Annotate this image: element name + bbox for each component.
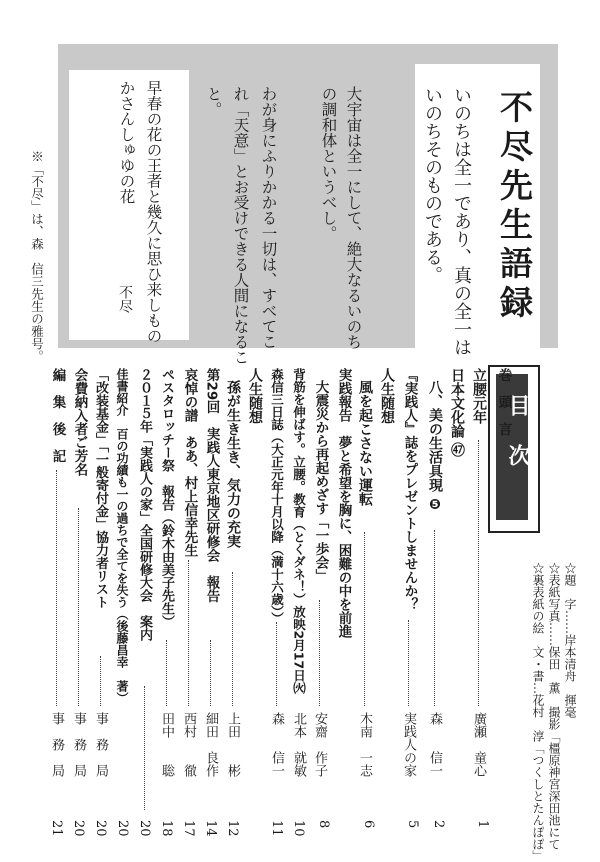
toc-entry-page: 20 — [71, 820, 86, 837]
leader-dots — [210, 640, 211, 706]
toc-entry-page: 2 — [431, 820, 446, 829]
toc-entry-title[interactable]: 「改装基金」「一般寄付金」協力者リスト — [93, 368, 108, 609]
toc-entry-title[interactable]: 八、美の生活具現 ❺ — [427, 380, 443, 513]
toc-entry-author: 森 信一 — [269, 712, 284, 777]
toc-entry-title[interactable]: 人生随想 — [379, 368, 395, 424]
toc-entry-title[interactable]: 立腰元年 — [471, 368, 487, 424]
footnote: ※「不尽」は、森 信三先生の雅号。 — [29, 150, 45, 363]
banner-quote-3c: と。 — [204, 86, 223, 117]
toc-entry-author: 北本 就敏 — [291, 712, 306, 777]
leader-dots — [188, 560, 189, 706]
toc-entry-title[interactable]: 風を起こさない運転 — [357, 380, 373, 506]
leader-dots — [166, 640, 167, 706]
toc-entry-page: 8 — [316, 820, 331, 829]
poem-line-2: かさんしゅゆの花 — [117, 80, 136, 204]
toc-entry-title[interactable]: 人生随想 — [247, 368, 263, 424]
leader-dots — [144, 686, 145, 810]
toc-entry-author: 廣瀬 童心 — [471, 712, 486, 777]
credit-back-cover: ☆裏表紙の絵 文・書…花村 淳「つくしとたんぽぽ」 — [531, 562, 545, 862]
toc-entry-author: 細田 良作 — [203, 712, 218, 777]
toc-entry-author: 森 信一 — [427, 712, 442, 777]
toc-entry-page: 20 — [137, 820, 152, 837]
toc-entry-author: 事 務 局 — [49, 712, 64, 777]
toc-entry-title[interactable]: 大震災から再起めざす「一歩会」 — [312, 380, 329, 583]
toc-entry-page: 17 — [181, 820, 196, 837]
toc-entry-author: 事 務 局 — [93, 712, 108, 777]
toc-entry-page: 10 — [291, 820, 306, 837]
toc-entry-title[interactable]: 哀悼の譜 ああ、村上信幸先生 — [181, 368, 198, 557]
leader-dots — [478, 440, 479, 706]
poem-line-1: 早春の花の王者と幾久に思ひ来しもの — [144, 80, 163, 344]
toc-entry-title[interactable]: 『実践人』誌をプレゼントしませんか？ — [401, 368, 418, 611]
toc-entry-title[interactable]: 森信三日誌（大正元年十月以降（満十六歳）） — [269, 368, 285, 625]
toc-entry-author: 事 務 局 — [71, 712, 86, 777]
toc-entry-title[interactable]: 佳書紹介 百の功績も一の過ちで全てを失う（後藤昌幸 著） — [115, 368, 129, 704]
toc-entry-title[interactable]: 実践報告 夢と希望を胸に、困難の中を前進 — [335, 368, 352, 638]
poem-author: 不尽 — [117, 285, 133, 313]
toc-entry-page: 11 — [269, 820, 284, 837]
toc-entry-title[interactable]: 背筋を伸ばす。立腰。教育（とくダネ！）放映2月17日㈫ — [291, 368, 307, 695]
toc-entry-title[interactable]: 孫が生き生き、気力の充実 — [225, 380, 241, 548]
banner-quote-3a: わが身にふりかかる一切は、すべてこ — [259, 86, 278, 350]
toc-entry-author: 西村 徹 — [181, 712, 196, 777]
leader-dots — [78, 508, 79, 706]
toc-entry-page: 14 — [203, 820, 218, 837]
credit-cover-photo: ☆表紙写真……保田 薫 撮影「橿原神宮深田池にて — [547, 562, 561, 850]
toc-entry-title[interactable]: ペスタロッチー祭 報告（鈴木由美子先生） — [159, 368, 174, 628]
leader-dots — [276, 622, 277, 706]
banner-title: 不尽先生語録 — [495, 90, 534, 324]
toc-entry-page: 21 — [49, 820, 64, 837]
toc-entry-page: 18 — [159, 820, 174, 837]
leader-dots — [319, 600, 320, 706]
toc-entry-page: 20 — [115, 820, 130, 837]
leader-dots — [232, 572, 233, 706]
toc-entry-title[interactable]: 編 集 後 記 — [49, 368, 66, 463]
leader-dots — [100, 656, 101, 706]
toc-entry-title[interactable]: 会費納入者ご芳名 — [71, 368, 88, 476]
toc-entry-title[interactable]: ２０１５年「実践人の家」全国研修大会 案内 — [137, 368, 152, 641]
toc-heading: 目次 — [505, 394, 530, 494]
leader-dots — [364, 532, 365, 706]
toc-entry-page: 6 — [361, 820, 376, 829]
toc-entry-page: 20 — [93, 820, 108, 837]
toc-entry-title[interactable]: 日本文化論 ㊼ — [449, 368, 465, 457]
toc-entry-author: 田中 聡 — [159, 712, 174, 777]
toc-entry-page: 5 — [405, 820, 420, 829]
toc-entry-kantogen[interactable]: 巻 頭 言 — [495, 368, 512, 436]
credit-title-calligraphy: ☆題 字……岸本清舟 揮毫 — [563, 562, 577, 718]
toc-entry-author: 安齋 作子 — [312, 712, 327, 777]
banner-quote-2b: の調和体というべし。 — [319, 86, 338, 241]
toc-entry-title[interactable]: 第29回 実践人東京地区研修会 報告 — [203, 368, 220, 603]
toc-entry-author: 木南 一志 — [357, 712, 372, 777]
banner-quote-3b: れ「天意」とお受けできる人間になるこ — [231, 86, 250, 365]
toc-entry-author: 上田 彬 — [225, 712, 240, 777]
toc-entry-author: 実践人の家 — [401, 712, 416, 777]
banner-quote-2a: 大宇宙は全一にして、絶大なるいのち — [344, 86, 363, 350]
banner-quote-1a: いのちは全一であり、真の全一は — [451, 86, 472, 356]
leader-dots — [408, 620, 409, 706]
leader-dots — [434, 530, 435, 706]
leader-dots — [56, 470, 57, 706]
toc-entry-page: 1 — [475, 820, 490, 829]
banner-quote-1b: いのちそのものである。 — [422, 86, 443, 284]
toc-entry-page: 12 — [225, 820, 240, 837]
